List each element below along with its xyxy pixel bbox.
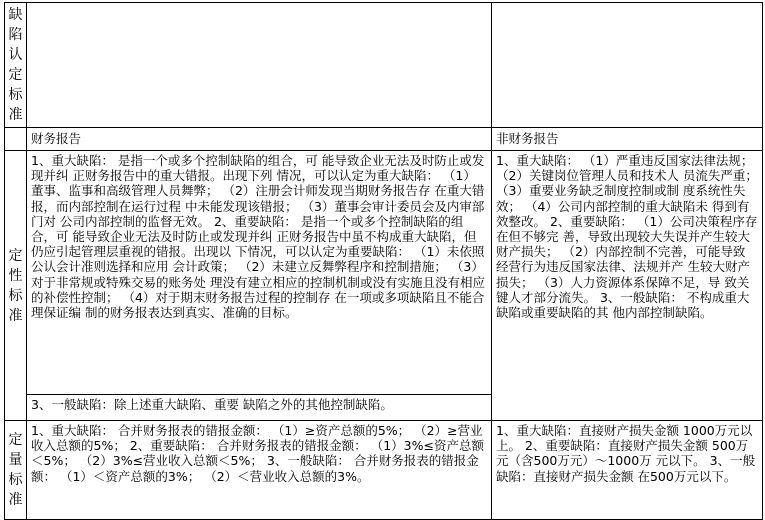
- qualitative-label: [5, 151, 27, 421]
- criteria-row: [5, 3, 763, 128]
- quantitative-row: [5, 421, 763, 520]
- quantitative-financial-cell: 1、重大缺陷： 合并财务报表的错报金额： （1）≥资产总额的5%； （2）≥营业收入总额的5%； 2、重要缺陷： 合并财务报表的错报金额： （1）3%≤资产总额＜5%； （2）3%≤营业收入总额＜5%； 3、一般缺陷： 合并财务报表的错报金额： （1）＜资产总额的3%； （2）＜营业收入总额的3%。: [27, 421, 492, 520]
- qualitative-financial-cell: 1、重大缺陷： 是指一个或多个控制缺陷的组合，可 能导致企业无法及时防止或发现并纠 正财务报告中的重大错报。出现下列 情况，可以认定为重大缺陷： （1）董事、监事和高级管理人员舞弊； （2）注册会计师发现当期财务报告存 在重大错报，而内部控制在运行过程 中未能发现该错报； （3）董事会审计委员会及内审部门对 公司内部控制的监督无效。 2、重要缺陷： 是指一个或多个控制缺陷的组合，可 能导致企业无法及时防止或发现并纠 正财务报告中虽不构成重大缺陷，但 仍应引起管理层重视的错报。出现以 下情况，可以认定为重要缺陷： （1）未依照公认会计准则选择和应用 会计政策； （2）未建立反舞弊程序和控制措施； （3）对于非常规或特殊交易的账务处 理没有建立相应的控制机制或没有实施且没有相应的补偿性控制； （4）对于期末财务报告过程的控制存 在一项或多项缺陷且不能合理保证编 制的财务报表达到真实、准确的目标。: [27, 151, 492, 395]
- header-non-financial: 非财务报告: [492, 128, 763, 151]
- qualitative-non-financial-cell: 1、重大缺陷： （1）严重违反国家法律法规； （2）关键岗位管理人员和技术人 员流失严重； （3）重要业务缺乏制度控制或制 度系统性失效； （4）公司内部控制的重大缺陷未 得到有效整改。 2、重要缺陷： （1）公司决策程序存在但不够完 善，导致出现较大失误并产生较大 财产损失； （2）内部控制不完善，可能导致 经营行为违反国家法律、法规并产 生较大财产损失； （3）人力资源体系保障不足，导 致关键人才部分流失。 3、一般缺陷： 不构成重大缺陷或重要缺陷的其 他内部控制缺陷。: [492, 151, 763, 421]
- qualitative-label-text: 定性标准: [8, 247, 23, 324]
- header-financial: 财务报告: [27, 128, 492, 151]
- header-row: [5, 128, 763, 151]
- qualitative-general-defect-cell: 3、一般缺陷：除上述重大缺陷、重要 缺陷之外的其他控制缺陷。: [27, 395, 492, 421]
- criteria-label-text: 缺陷认定标准: [8, 7, 23, 123]
- criteria-empty-non-financial: [492, 3, 763, 128]
- quantitative-non-financial-cell: 1、重大缺陷：直接财产损失金额 1000万元以上。 2、重要缺陷：直接财产损失金额 500万元（含500万元）～1000万 元以下。 3、一般缺陷：直接财产损失金额 在500万元以下。: [492, 421, 763, 520]
- quantitative-label: [5, 421, 27, 520]
- defect-criteria-table: [4, 2, 763, 520]
- header-empty-label: [5, 128, 27, 151]
- quantitative-label-text: 定量标准: [8, 432, 23, 508]
- criteria-label: [5, 3, 27, 128]
- criteria-empty-financial: [27, 3, 492, 128]
- qualitative-row: [5, 151, 763, 395]
